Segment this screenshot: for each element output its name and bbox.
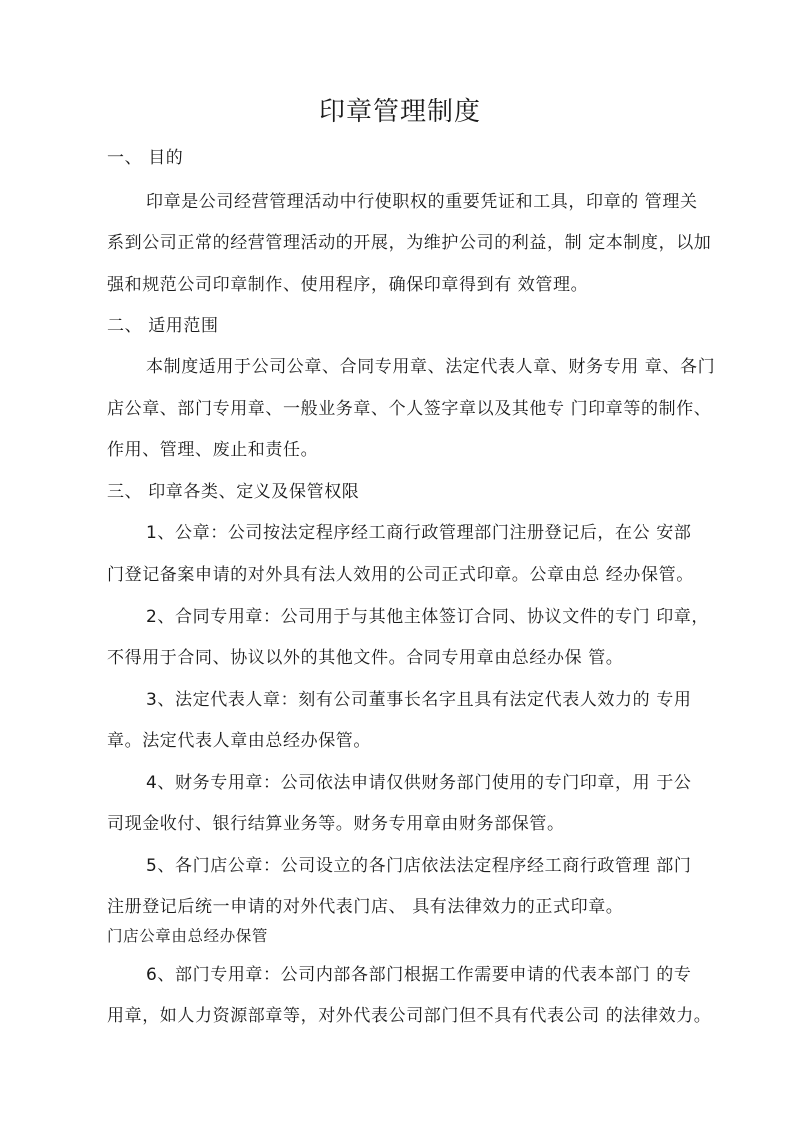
paragraph-line: 店公章、部门专用章、一般业务章、个人签字章以及其他专 门印章等的制作、 — [107, 399, 712, 419]
paragraph-line: 本制度适用于公司公章、合同专用章、法定代表人章、财务专用 章、各门 — [146, 357, 716, 377]
list-item-line: 2、合同专用章：公司用于与其他主体签订合同、协议文件的专门 印章， — [146, 607, 710, 627]
paragraph-line: 系到公司正常的经营管理活动的开展，为维护公司的利益，制 定本制度，以加 — [107, 233, 712, 253]
paragraph-line: 印章是公司经营管理活动中行使职权的重要凭证和工具，印章的 管理关 — [146, 192, 698, 212]
list-item-line: 注册登记后统一申请的对外代表门店、 具有法律效力的正式印章。 — [107, 897, 624, 917]
list-item-line: 5、各门店公章：公司设立的各门店依法法定程序经工商行政管理 部门 — [146, 856, 692, 876]
list-item-line: 4、财务专用章：公司依法申请仅供财务部门使用的专门印章，用 于公 — [146, 773, 692, 793]
list-item-line: 6、部门专用章：公司内部各部门根据工作需要申请的代表本部门 的专 — [146, 965, 692, 985]
list-item-line: 1、公章：公司按法定程序经工商行政管理部门注册登记后，在公 安部 — [146, 523, 692, 543]
list-item-line: 门登记备案申请的对外具有法人效用的公司正式印章。公章由总 经办保管。 — [107, 565, 694, 585]
list-item-line: 用章，如人力资源部章等，对外代表公司部门但不具有代表公司 的法律效力。 — [107, 1006, 712, 1026]
list-item-line: 章。法定代表人章由总经办保管。 — [107, 731, 371, 751]
list-item-line: 不得用于合同、协议以外的其他文件。合同专用章由总经办保 管。 — [107, 648, 624, 668]
document-title: 印章管理制度 — [318, 97, 481, 127]
paragraph-line: 作用、管理、废止和责任。 — [107, 440, 319, 460]
list-item-line: 门店公章由总经办保管 — [107, 927, 269, 945]
paragraph-line: 强和规范公司印章制作、使用程序，确保印章得到有 效管理。 — [107, 275, 589, 295]
list-item-line: 司现金收付、银行结算业务等。财务专用章由财务部保管。 — [107, 814, 565, 834]
section-heading-scope: 二、 适用范围 — [107, 316, 219, 336]
list-item-line: 3、法定代表人章：刻有公司董事长名字且具有法定代表人效力的 专用 — [146, 690, 692, 710]
section-heading-purpose: 一、 目的 — [107, 148, 184, 168]
section-heading-seal-types: 三、 印章各类、定义及保管权限 — [107, 482, 360, 502]
